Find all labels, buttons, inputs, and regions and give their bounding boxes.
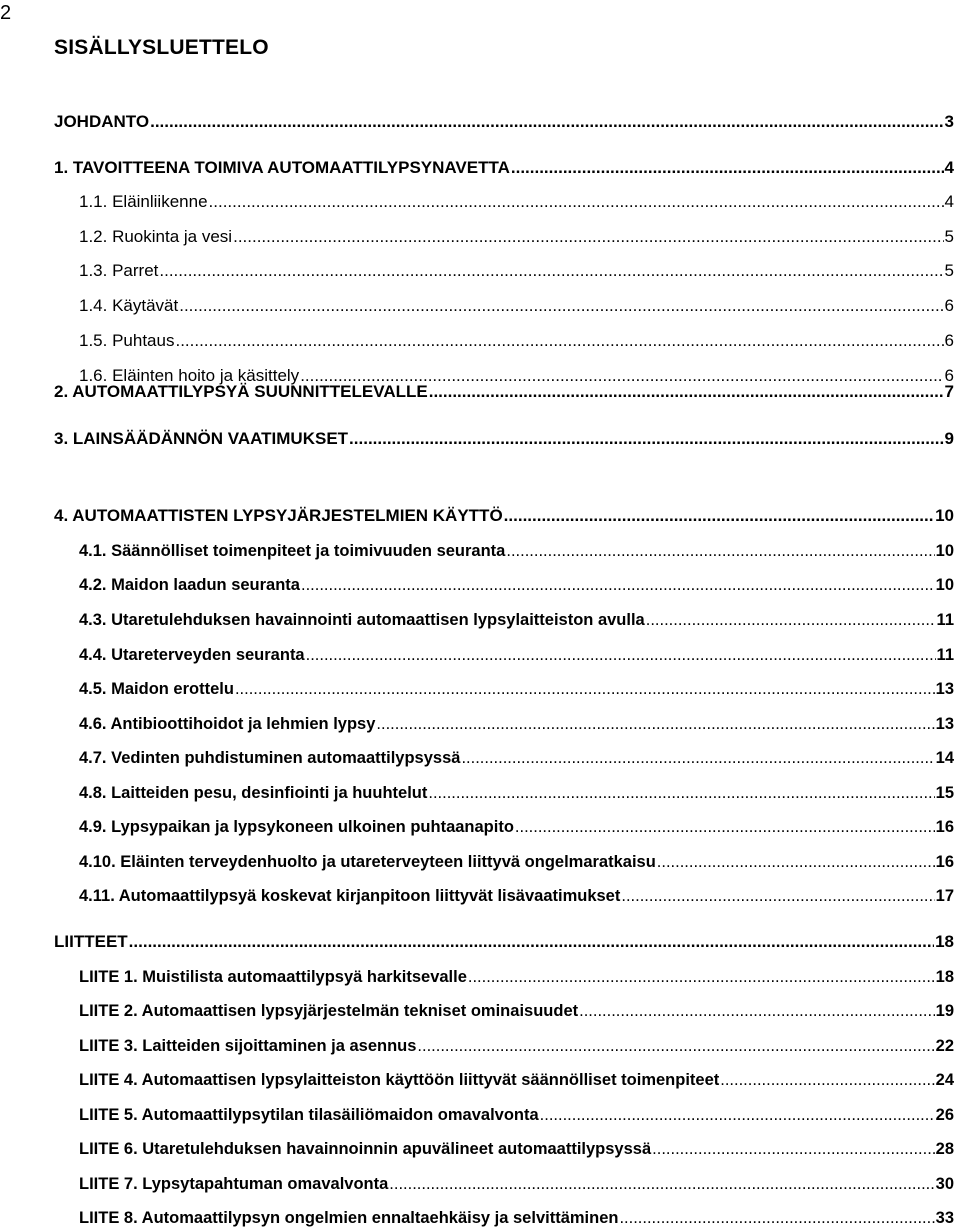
toc-leader [461,746,934,770]
toc-page-number: 17 [935,887,954,905]
toc-entry-text: 4.3. Utaretulehduksen havainnointi automaattisen lypsylaitteiston avulla [79,611,645,629]
toc-entry-text: LIITE 2. Automaattisen lypsyjärjestelmän tekniset ominaisuudet [79,1002,579,1020]
toc-entry-liite-7[interactable] [79,1172,954,1196]
toc-entry-text: 4.6. Antibioottihoidot ja lehmien lypsy [79,715,376,733]
toc-page-number: 26 [935,1106,954,1124]
toc-leader [540,1103,935,1127]
toc-entry-text: 4.11. Automaattilypsyä koskevat kirjanpitoon liittyvät lisävaatimukset [79,887,621,905]
toc-leader [179,294,943,318]
toc-entry-liite-8[interactable] [79,1206,954,1230]
toc-page-number: 16 [935,853,954,871]
toc-entry-johdanto[interactable] [54,110,954,134]
toc-entry-text: 1.2. Ruokinta ja vesi [79,227,233,246]
toc-entry-text: 1.5. Puhtaus [79,331,175,350]
toc-leader [235,677,935,701]
toc-entry-text: 3. LAINSÄÄDÄNNÖN VAATIMUKSET [54,429,349,448]
toc-leader [175,329,943,353]
toc-leader [349,427,943,451]
toc-entry-4-3[interactable] [79,608,954,632]
toc-leader [233,225,943,249]
toc-page-number: 6 [944,366,954,385]
toc-entry-text: LIITE 3. Laitteiden sijoittaminen ja asennus [79,1037,417,1055]
toc-entry-1-3[interactable] [79,259,954,283]
toc-leader [511,156,944,180]
toc-entry-text: 1.4. Käytävät [79,296,179,315]
toc-page-number: 13 [935,680,954,698]
toc-entry-text: 4.9. Lypsypaikan ja lypsykoneen ulkoinen puhtaanapito [79,818,514,836]
toc-leader [417,1034,934,1058]
toc-leader [301,573,935,597]
toc-entry-liite-5[interactable] [79,1103,954,1127]
toc-page-number: 5 [944,227,954,246]
toc-page-number: 3 [944,112,954,131]
toc-leader [129,930,934,954]
toc-page-number: 22 [935,1037,954,1055]
toc-entry-text: 1.6. Eläinten hoito ja käsittely [79,366,300,385]
toc-leader [429,380,944,404]
toc-leader [209,190,944,214]
toc-entry-liitteet[interactable] [54,930,954,954]
toc-leader [428,781,934,805]
toc-leader [306,643,936,667]
toc-entry-4-4[interactable] [79,643,954,667]
toc-entry-4-11[interactable] [79,884,954,908]
toc-entry-liite-4[interactable] [79,1068,954,1092]
toc-entry-liite-1[interactable] [79,965,954,989]
toc-page-number: 10 [935,542,954,560]
toc-leader [619,1206,934,1230]
toc-page-number: 4 [944,158,954,177]
toc-leader [652,1137,934,1161]
toc-leader [621,884,934,908]
toc-page-number: 5 [944,261,954,280]
toc-entry-text: 4.1. Säännölliset toimenpiteet ja toimivuuden seuranta [79,542,506,560]
toc-page-number: 4 [944,192,954,211]
toc-entry-text: LIITE 5. Automaattilypsytilan tilasäiliömaidon omavalvonta [79,1106,539,1124]
toc-leader [506,539,934,563]
toc-entry-4-7[interactable] [79,746,954,770]
toc-entry-text: LIITE 1. Muistilista automaattilypsyä harkitsevalle [79,968,467,986]
toc-leader [504,504,934,528]
toc-entry-text: 4.2. Maidon laadun seuranta [79,576,300,594]
toc-page-number: 6 [944,331,954,350]
toc-page-number: 16 [935,818,954,836]
toc-page-number: 28 [935,1140,954,1158]
toc-entry-liite-3[interactable] [79,1034,954,1058]
toc-leader [468,965,935,989]
toc-entry-text: 4.5. Maidon erottelu [79,680,234,698]
toc-entry-1-1[interactable] [79,190,954,214]
toc-page-number: 30 [935,1175,954,1193]
toc-entry-text: LIITE 8. Automaattilypsyn ongelmien ennaltaehkäisy ja selvittäminen [79,1209,619,1227]
toc-entry-1-4[interactable] [79,294,954,318]
toc-page-number: 10 [935,506,954,525]
toc-entry-text: 4. AUTOMAATTISTEN LYPSYJÄRJESTELMIEN KÄYTTÖ [54,506,503,525]
toc-entry-4-6[interactable] [79,712,954,736]
toc-entry-4-10[interactable] [79,850,954,874]
toc-page-number: 9 [944,429,954,448]
toc-entry-chapter-1[interactable] [54,156,954,180]
toc-entry-text: 1. TAVOITTEENA TOIMIVA AUTOMAATTILYPSYNAVETTA [54,158,510,177]
toc-entry-4-1[interactable] [79,539,954,563]
toc-entry-text: LIITE 6. Utaretulehduksen havainnoinnin apuvälineet automaattilypsyssä [79,1140,652,1158]
toc-entry-text: 4.10. Eläinten terveydenhuolto ja utareterveyteen liittyvä ongelmaratkaisu [79,853,656,871]
toc-page-number: 14 [935,749,954,767]
toc-entry-text: 1.3. Parret [79,261,159,280]
toc-page-number: 7 [944,382,954,401]
toc-entry-text: JOHDANTO [54,112,150,131]
toc-leader [720,1068,934,1092]
toc-entry-text: 4.4. Utareterveyden seuranta [79,646,305,664]
toc-page-number: 19 [935,1002,954,1020]
toc-entry-text: LIITE 7. Lypsytapahtuman omavalvonta [79,1175,389,1193]
page-number: 2 [0,2,12,24]
toc-leader [159,259,943,283]
toc-page-number: 18 [935,932,954,951]
toc-entry-1-2[interactable] [79,225,954,249]
toc-leader [389,1172,934,1196]
toc-leader [646,608,936,632]
toc-page-number: 11 [936,646,954,664]
toc-leader [376,712,934,736]
toc-entry-text: 1.1. Eläinliikenne [79,192,208,211]
toc-entry-1-5[interactable] [79,329,954,353]
toc-entry-chapter-2[interactable] [54,380,954,404]
toc-entry-chapter-4[interactable] [54,504,954,528]
page-title: SISÄLLYSLUETTELO [54,36,269,59]
toc-page-number: 15 [935,784,954,802]
toc-leader [579,999,935,1023]
toc-entry-liite-2[interactable] [79,999,954,1023]
toc-entry-text: LIITE 4. Automaattisen lypsylaitteiston käyttöön liittyvät säännölliset toimenpiteet [79,1071,720,1089]
toc-page-number: 24 [935,1071,954,1089]
toc-leader [515,815,935,839]
toc-page-number: 18 [935,968,954,986]
toc-entry-text: LIITTEET [54,932,128,951]
toc-entry-text: 4.7. Vedinten puhdistuminen automaattilypsyssä [79,749,461,767]
toc-leader [657,850,935,874]
toc-entry-4-2[interactable] [79,573,954,597]
toc-entry-text: 2. AUTOMAATTILYPSYÄ SUUNNITTELEVALLE [54,382,428,401]
toc-page-number: 6 [944,296,954,315]
toc-page-number: 11 [936,611,954,629]
toc-page-number: 33 [935,1209,954,1227]
toc-entry-4-9[interactable] [79,815,954,839]
toc-entry-text: 4.8. Laitteiden pesu, desinfiointi ja huuhtelut [79,784,428,802]
toc-entry-4-8[interactable] [79,781,954,805]
toc-entry-chapter-3[interactable] [54,427,954,451]
toc-page-number: 13 [935,715,954,733]
toc-leader [150,110,943,134]
toc-entry-liite-6[interactable] [79,1137,954,1161]
toc-page-number: 10 [935,576,954,594]
toc-entry-4-5[interactable] [79,677,954,701]
